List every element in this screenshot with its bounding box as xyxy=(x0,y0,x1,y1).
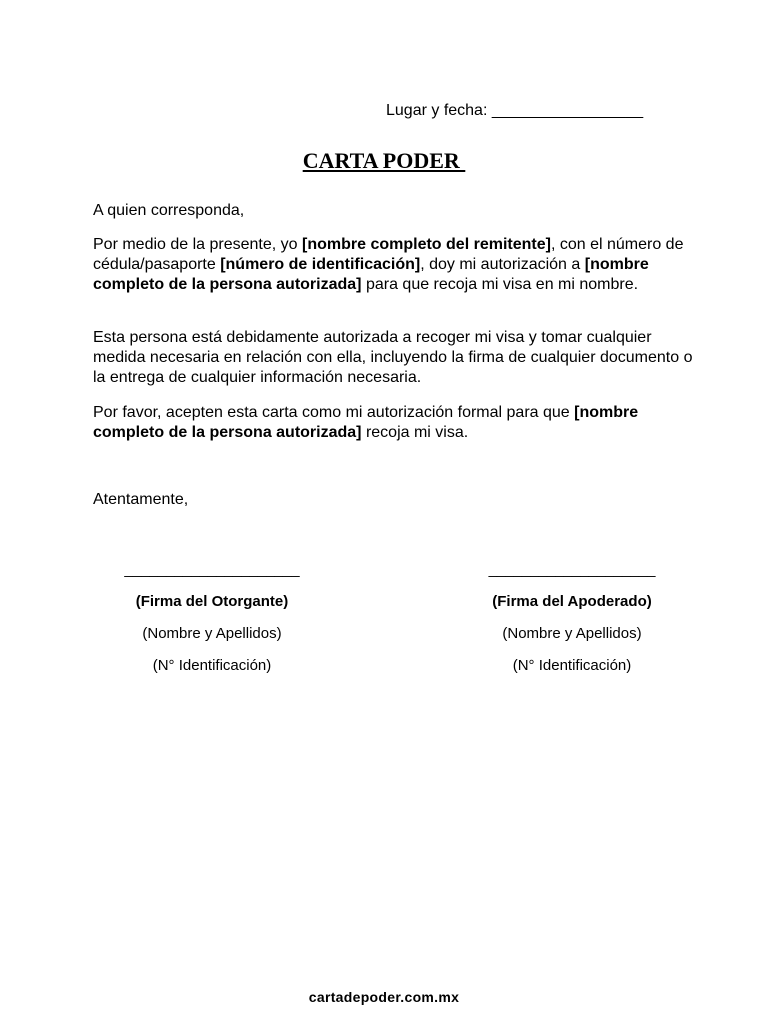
footer-website: cartadepoder.com.mx xyxy=(308,989,460,1005)
paragraph-text: , con el número de cédula/pasaporte xyxy=(93,236,684,273)
signature-role: (Firma del Apoderado) xyxy=(492,593,652,610)
signature-id: (N° Identificación) xyxy=(152,657,272,674)
paragraph-text: para que recoja mi visa en mi nombre. xyxy=(361,276,639,293)
place-date-field: Lugar y fecha: _________________ xyxy=(386,102,644,119)
paragraph-authorization xyxy=(93,235,693,295)
signature-block-grantor xyxy=(92,560,332,676)
greeting: A quien corresponda, xyxy=(93,202,245,219)
paragraph-text: , doy mi autorización a xyxy=(420,256,585,273)
signature-line: ____________________ xyxy=(488,561,656,578)
closing: Atentamente, xyxy=(93,491,189,508)
signature-id: (N° Identificación) xyxy=(512,657,632,674)
paragraph-request xyxy=(93,403,693,443)
placeholder-authorized-name: [nombre completo de la persona autorizada] xyxy=(93,256,649,293)
paragraph-scope: Esta persona está debidamente autorizada a recoger mi visa y tomar cualquier medida necesaria en relación con ella, incluyendo la firma de cualquier documento o la entrega de cualquier información necesaria. xyxy=(93,329,693,386)
paragraph-text: Por favor, acepten esta carta como mi autorización formal para que xyxy=(93,404,575,421)
signature-name: (Nombre y Apellidos) xyxy=(502,625,642,642)
placeholder-sender-name: [nombre completo del remitente] xyxy=(302,236,551,253)
placeholder-id-number: [número de identificación] xyxy=(220,256,421,273)
signature-name: (Nombre y Apellidos) xyxy=(142,625,282,642)
placeholder-authorized-name: [nombre completo de la persona autorizada] xyxy=(93,404,639,441)
signature-line: _____________________ xyxy=(124,561,300,578)
signature-block-attorney xyxy=(452,560,692,676)
signature-role: (Firma del Otorgante) xyxy=(135,593,289,610)
document-title: CARTA PODER xyxy=(302,148,466,173)
paragraph-text: Por medio de la presente, yo xyxy=(93,236,303,253)
paragraph-text: recoja mi visa. xyxy=(361,424,469,441)
